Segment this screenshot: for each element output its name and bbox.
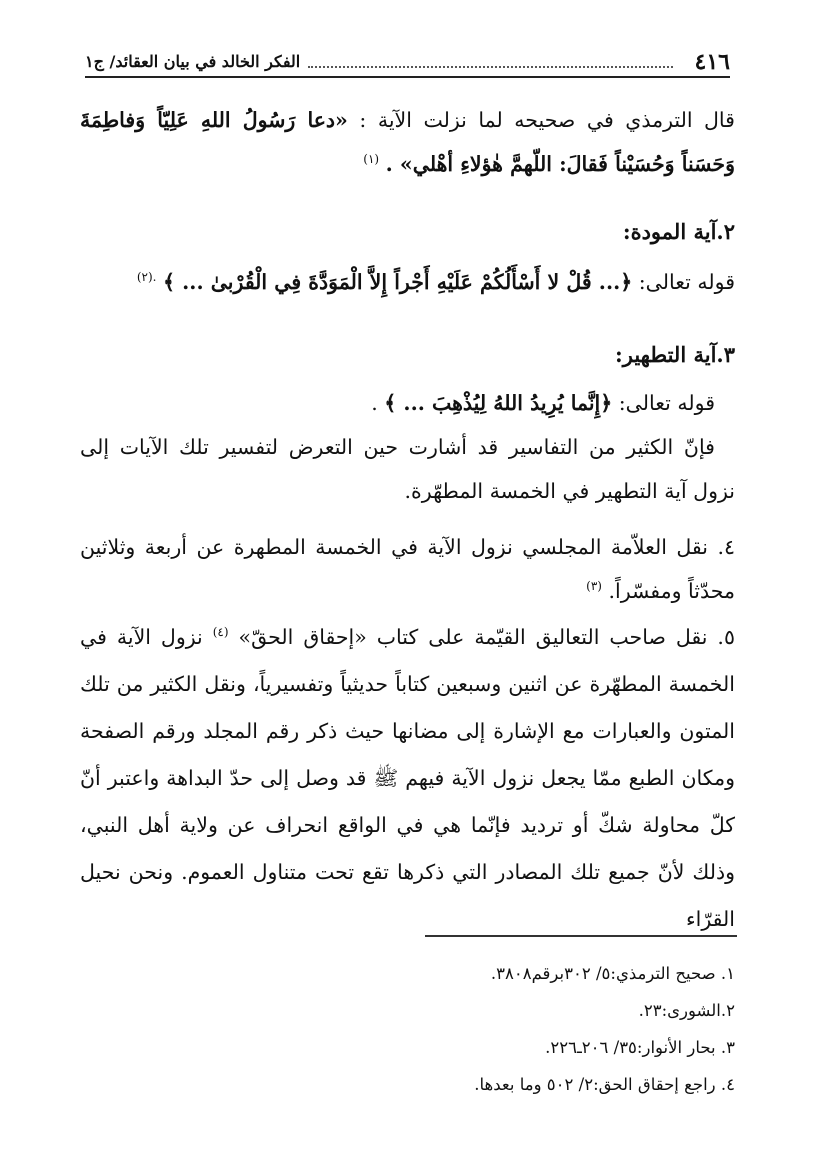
section-heading: ٣.آية التطهير: [615, 342, 735, 367]
sentence-end: . [371, 391, 378, 415]
quran-verse: ﴿... قُلْ لا أَسْأَلُكُمْ عَلَيْهِ أَجْراً إِلاَّ الْمَوَدَّةَ فِي الْقُرْبىٰ ... ﴾ [163, 270, 633, 294]
paragraph-ihqaq [80, 614, 735, 943]
section-mawadda [80, 210, 735, 304]
footnote-ref: (٣) [586, 579, 602, 594]
footnote-item: ٤. راجع إحقاق الحق:٢/ ٥٠٢ وما بعدها. [474, 1075, 735, 1094]
footnote-item: ١. صحيح الترمذي:٥/ ٣٠٢برقم٣٨٠٨. [490, 964, 735, 983]
running-title: الفكر الخالد في بيان العقائد/ ج١ [85, 52, 301, 71]
footnotes [80, 955, 735, 1103]
section-heading: ٢.آية المودة: [622, 219, 735, 244]
footnote-ref: (٤) [212, 625, 229, 640]
paragraph-majlisi [80, 525, 735, 613]
footnote-divider [425, 935, 737, 937]
footnote-item: ٣. بحار الأنوار:٣٥/ ٢٠٦ـ٢٢٦. [545, 1038, 735, 1057]
footnote-item: ٢.الشورى:٢٣. [638, 1001, 735, 1020]
paragraph-text: نزول الآية في الخمسة المطهّرة عن اثنين وسبعين كتاباً حديثياً وتفسيرياً، ونقل الكثير من تلك المتون والعبارات مع الإشارة إلى مضانها حيث ذكر رقم المجلد ورقم الصفحة ومكان الطبع ممّا يجعل نزول الآية فيهم ﷺ قد وصل إلى حدّ البداهة واعتبر أنّ كلّ محاولة شكّ أو ترديد فإنّما هي في الواقع انحراف عن ولاية أهل النبي، وذلك لأنّ جميع تلك المصادر التي ذكرها تقع تحت متناول العموم. ونحن نحيل القرّاء [80, 625, 735, 931]
paragraph-text: قال الترمذي في صحيحه لما نزلت الآية : [359, 108, 735, 132]
paragraph-text: فإنّ الكثير من التفاسير قد أشارت حين التعرض لتفسير تلك الآيات إلى نزول آية التطهير في الخمسة المطهّرة. [80, 435, 735, 503]
footnote-ref: .(٢) [136, 270, 157, 285]
paragraph-tirmidhi [80, 98, 735, 186]
verse-intro: قوله تعالى: [618, 391, 715, 415]
section-tathir [80, 333, 735, 513]
verse-intro: قوله تعالى: [638, 270, 735, 294]
quran-verse: ﴿إِنَّما يُرِيدُ اللهُ لِيُذْهِبَ ... ﴾ [384, 391, 613, 415]
page-header [85, 44, 730, 78]
header-dotted-leader [308, 65, 672, 68]
footnote-ref: (١) [363, 152, 380, 167]
page-number: ٤١٦ [694, 49, 730, 75]
hadith-quote: «دعا رَسُولُ اللهِ عَلِيّاً وَفاطِمَةَ وَحَسَناً وَحُسَيْناً فَقالَ: اللّهمَّ هٰؤلاءِ أهْلي» . [80, 108, 735, 176]
paragraph-text: ٤. نقل العلاّمة المجلسي نزول الآية في الخمسة المطهرة عن أربعة وثلاثين محدّثاً ومفسّراً. [80, 535, 735, 603]
paragraph-text: ٥. نقل صاحب التعاليق القيّمة على كتاب «إحقاق الحقّ» [238, 625, 735, 649]
